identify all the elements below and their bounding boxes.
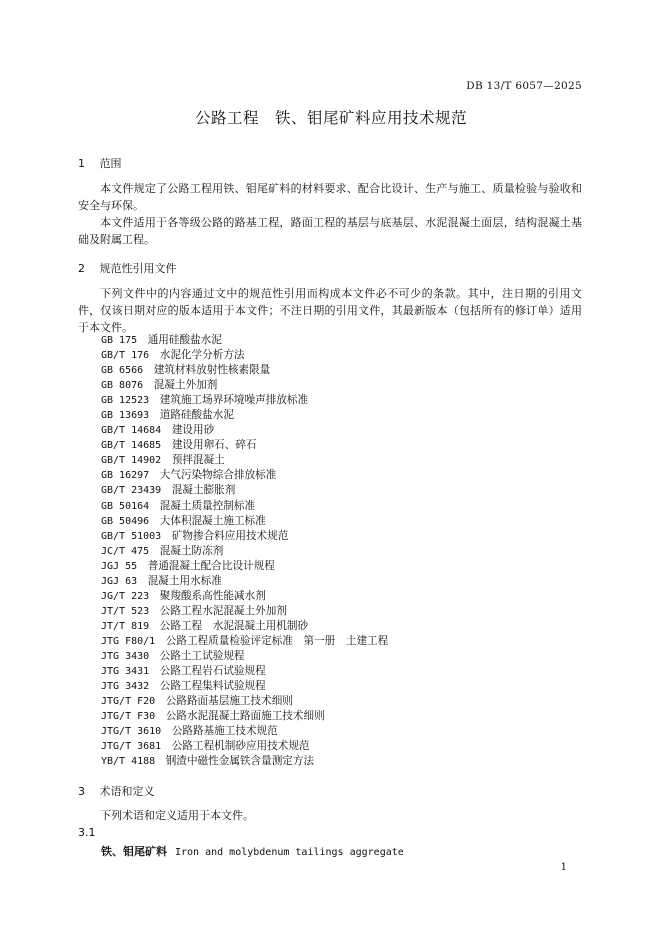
reference-code: JT/T 819	[101, 620, 150, 632]
reference-code: JTG/T F30	[101, 711, 156, 723]
reference-item	[101, 559, 388, 574]
reference-item	[101, 393, 388, 408]
reference-code: GB 50496	[101, 515, 150, 527]
section-3-heading	[78, 783, 155, 799]
term-entry	[101, 843, 404, 859]
reference-code: JG/T 223	[101, 590, 150, 602]
reference-item	[101, 333, 388, 348]
section-title: 范围	[99, 157, 122, 170]
reference-code: GB/T 14902	[101, 455, 162, 467]
reference-name: 公路工程岩石试验规程	[159, 665, 266, 678]
reference-name: 公路水泥混凝土路面施工技术细则	[165, 710, 325, 723]
reference-item	[101, 453, 388, 468]
reference-code: JTG F80/1	[101, 635, 156, 647]
reference-item	[101, 378, 388, 393]
reference-name: 混凝土外加剂	[153, 379, 218, 392]
reference-code: GB/T 14685	[101, 440, 162, 452]
reference-item	[101, 574, 388, 589]
reference-code: GB 13693	[101, 410, 150, 422]
reference-name: 公路工程机制砂应用技术规范	[171, 740, 310, 753]
reference-name: 建筑施工场界环境噪声排放标准	[159, 394, 309, 407]
term-english: Iron and molybdenum tailings aggregate	[175, 847, 404, 858]
reference-code: JTG 3430	[101, 650, 150, 662]
reference-item	[101, 739, 388, 754]
reference-name: 公路工程 水泥混凝土用机制砂	[159, 619, 309, 632]
reference-item	[101, 694, 388, 709]
reference-code: JC/T 475	[101, 545, 150, 557]
reference-code: JT/T 523	[101, 605, 150, 617]
section-2-heading	[78, 260, 177, 276]
reference-item	[101, 408, 388, 423]
reference-item	[101, 438, 388, 453]
reference-name: 普通混凝土配合比设计规程	[147, 559, 275, 572]
reference-name: 混凝土用水标准	[147, 574, 222, 587]
reference-name: 矿物掺合料应用技术规范	[171, 529, 289, 542]
reference-item	[101, 724, 388, 739]
reference-item	[101, 499, 388, 514]
reference-name: 钢渣中磁性金属铁含量测定方法	[165, 755, 315, 768]
normative-reference-list	[101, 333, 388, 769]
reference-item	[101, 483, 388, 498]
reference-name: 公路土工试验规程	[159, 649, 245, 662]
reference-item	[101, 619, 388, 634]
term-chinese: 铁、钼尾矿料	[101, 845, 167, 858]
section-number: 1	[78, 157, 85, 170]
reference-name: 水泥化学分析方法	[159, 349, 245, 362]
reference-code: GB 8076	[101, 380, 144, 392]
reference-code: GB 12523	[101, 395, 150, 407]
reference-item	[101, 634, 388, 649]
reference-item	[101, 604, 388, 619]
reference-name: 公路路基施工技术规范	[171, 725, 278, 738]
reference-item	[101, 589, 388, 604]
reference-item	[101, 348, 388, 363]
reference-name: 聚羧酸系高性能减水剂	[159, 589, 266, 602]
standard-code-header: DB 13/T 6057—2025	[466, 80, 582, 92]
reference-code: JTG 3432	[101, 681, 150, 693]
section-number: 3	[78, 785, 85, 798]
reference-name: 混凝土膨胀剂	[171, 484, 236, 497]
document-title: 公路工程 铁、钼尾矿料应用技术规范	[194, 109, 467, 127]
reference-item	[101, 544, 388, 559]
page-number: 1	[560, 862, 567, 873]
reference-item	[101, 709, 388, 724]
reference-code: JTG 3431	[101, 666, 150, 678]
section-title: 规范性引用文件	[99, 262, 177, 275]
reference-name: 混凝土防冻剂	[159, 544, 224, 557]
clause-number: 3.1	[78, 826, 96, 839]
reference-name: 公路工程水泥混凝土外加剂	[159, 604, 287, 617]
reference-code: GB/T 14684	[101, 425, 162, 437]
reference-item	[101, 423, 388, 438]
section-1-heading	[78, 155, 122, 171]
reference-code: GB 50164	[101, 500, 150, 512]
reference-code: GB/T 51003	[101, 530, 162, 542]
reference-name: 通用硅酸盐水泥	[147, 334, 222, 346]
section-3-paragraph-1: 下列术语和定义适用于本文件。	[100, 809, 254, 822]
reference-item	[101, 514, 388, 529]
reference-item	[101, 679, 388, 694]
reference-code: JTG/T F20	[101, 696, 156, 708]
section-1-paragraph-1: 本文件规定了公路工程用铁、钼尾矿料的材料要求、配合比设计、生产与施工、质量检验与验收和安全与环保。	[78, 182, 582, 212]
reference-name: 建筑材料放射性核素限量	[153, 364, 271, 377]
reference-code: JTG/T 3681	[101, 741, 162, 753]
section-2-paragraph-1: 下列文件中的内容通过文中的规范性引用而构成本文件必不可少的条款。其中，注日期的引用文件，仅该日期对应的版本适用于本文件；不注日期的引用文件，其最新版本（包括所有的修订单）适用于本文件。	[78, 287, 582, 334]
reference-code: GB/T 23439	[101, 485, 162, 497]
reference-code: GB/T 176	[101, 350, 150, 362]
reference-name: 预拌混凝土	[171, 454, 225, 467]
reference-code: GB 6566	[101, 365, 144, 377]
reference-name: 大气污染物综合排放标准	[159, 469, 277, 482]
reference-name: 公路工程集料试验规程	[159, 680, 266, 693]
reference-code: JGJ 55	[101, 560, 138, 572]
reference-name: 公路工程质量检验评定标准 第一册 土建工程	[165, 634, 389, 647]
reference-code: JGJ 63	[101, 575, 138, 587]
section-title: 术语和定义	[99, 785, 155, 798]
reference-code: YB/T 4188	[101, 756, 156, 768]
reference-name: 大体积混凝土施工标准	[159, 514, 266, 527]
reference-item	[101, 529, 388, 544]
reference-item	[101, 363, 388, 378]
reference-item	[101, 754, 388, 769]
reference-item	[101, 468, 388, 483]
reference-item	[101, 664, 388, 679]
reference-name: 混凝土质量控制标准	[159, 499, 256, 512]
section-number: 2	[78, 262, 85, 275]
reference-code: GB 175	[101, 335, 138, 346]
reference-code: GB 16297	[101, 470, 150, 482]
section-1-paragraph-2: 本文件适用于各等级公路的路基工程，路面工程的基层与底基层、水泥混凝土面层，结构混凝土基础及附属工程。	[78, 216, 582, 246]
reference-item	[101, 649, 388, 664]
reference-code: JTG/T 3610	[101, 726, 162, 738]
reference-name: 建设用卵石、碎石	[171, 439, 257, 452]
reference-name: 公路路面基层施工技术细则	[165, 695, 293, 708]
reference-name: 道路硅酸盐水泥	[159, 409, 234, 422]
reference-name: 建设用砂	[171, 424, 215, 437]
